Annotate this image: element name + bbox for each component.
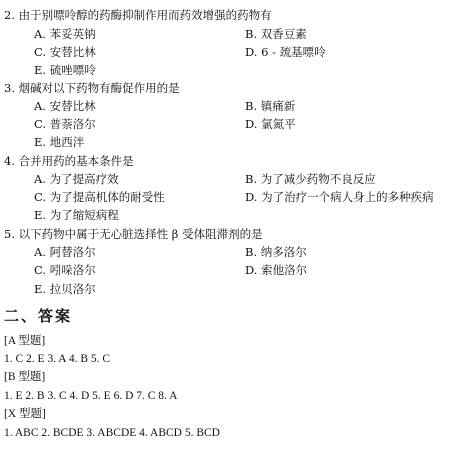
question-3-option-a: A. 安替比林 [34, 99, 96, 113]
question-3-option-e: E. 地西泮 [34, 135, 85, 149]
answer-type-x-text: 1. ABC 2. BCDE 3. ABCDE 4. ABCD 5. BCD [4, 427, 220, 439]
question-3-option-b: B. 镇痛新 [245, 99, 296, 113]
question-5-option-b: B. 纳多洛尔 [245, 245, 307, 259]
answer-type-a-label: [A 型题] [4, 335, 46, 347]
question-5-option-e: E. 拉贝洛尔 [34, 282, 96, 296]
question-2-option-a: A. 苯妥英钠 [34, 27, 96, 41]
question-2-option-c: C. 安替比林 [34, 45, 96, 59]
question-3-option-c: C. 普萘洛尔 [34, 117, 96, 131]
question-4-option-e: E. 为了缩短病程 [34, 208, 119, 222]
answer-type-b-text: 1. E 2. B 3. C 4. D 5. E 6. D 7. C 8. A [4, 390, 178, 402]
question-4-option-b: B. 为了减少药物不良反应 [245, 172, 376, 186]
question-5-option-c: C. 吲哚洛尔 [34, 263, 96, 277]
question-5-option-d: D. 索他洛尔 [245, 263, 308, 277]
question-2-option-e: E. 硫唑嘌呤 [34, 63, 96, 77]
question-5-option-a: A. 阿替洛尔 [34, 245, 96, 259]
question-5-stem: 5. 以下药物中属于无心脏选择性 β 受体阻滞剂的是 [4, 227, 263, 241]
question-4-stem: 4. 合并用药的基本条件是 [4, 154, 134, 168]
answer-type-x-label: [X 型题] [4, 408, 46, 420]
question-2-option-b: B. 双香豆素 [245, 27, 307, 41]
answer-type-a-text: 1. C 2. E 3. A 4. B 5. C [4, 353, 111, 365]
question-3-option-d: D. 氯氮平 [245, 117, 296, 131]
question-4-option-a: A. 为了提高疗效 [34, 172, 119, 186]
answer-type-b-label: [B 型题] [4, 371, 46, 383]
question-2-stem: 2. 由于别嘌呤醇的药酶抑制作用而药效增强的药物有 [4, 8, 272, 22]
question-4-option-d: D. 为了治疗一个病人身上的多种疾病 [245, 190, 434, 204]
answers-section-title: 二、答案 [4, 307, 73, 325]
question-2-option-d: D. 6 - 巯基嘌呤 [245, 45, 326, 59]
question-4-option-c: C. 为了提高机体的耐受性 [34, 190, 165, 204]
question-3-stem: 3. 烟碱对以下药物有酶促作用的是 [4, 81, 180, 95]
